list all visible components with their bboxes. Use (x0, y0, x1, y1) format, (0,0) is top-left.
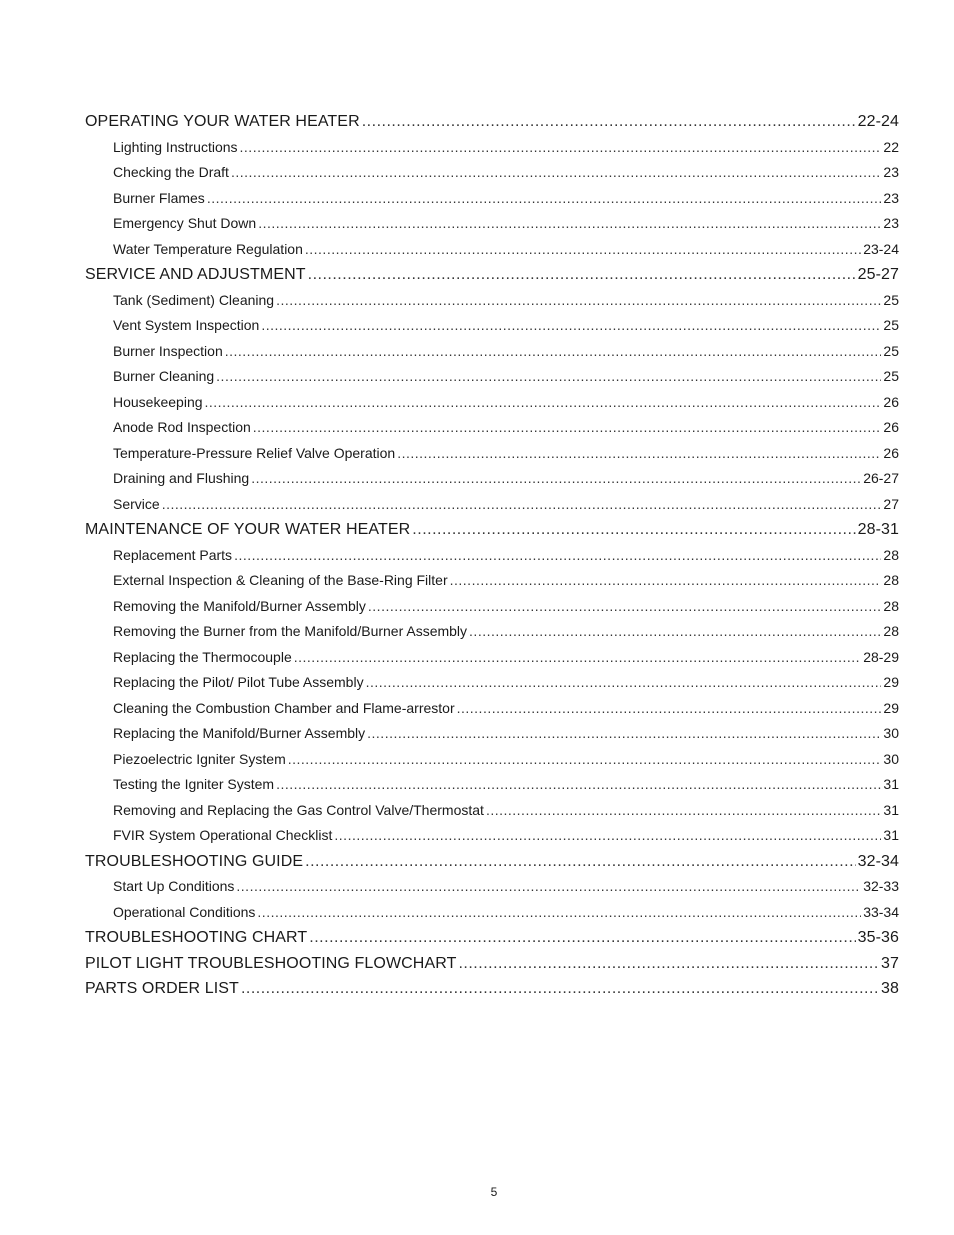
toc-entry-page: 29 (883, 674, 899, 690)
toc-entry-title: Service (113, 495, 160, 512)
toc-entry-page: 28 (883, 597, 899, 614)
toc-entry-page: 35-36 (857, 929, 899, 946)
toc-section[interactable] (85, 976, 899, 1002)
toc-entry-title: FVIR System Operational Checklist (113, 827, 333, 843)
toc-section[interactable] (85, 517, 899, 543)
toc-dot-leader (240, 135, 882, 161)
toc-subsection[interactable] (85, 900, 899, 926)
toc-entry-title: Removing and Replacing the Gas Control Valve/Thermostat (113, 801, 484, 818)
toc-dot-leader (288, 747, 882, 773)
toc-entry-title: Housekeeping (113, 393, 203, 410)
toc-dot-leader (458, 951, 879, 977)
toc-subsection[interactable] (85, 772, 899, 798)
toc-subsection[interactable] (85, 466, 899, 492)
toc-entry-title: Removing the Manifold/Burner Assembly (113, 597, 366, 614)
toc-entry-title: External Inspection & Cleaning of the Base-Ring Filter (113, 572, 448, 588)
toc-subsection[interactable] (85, 543, 899, 569)
toc-section[interactable] (85, 262, 899, 288)
toc-dot-leader (308, 262, 856, 288)
toc-entry-page: 37 (881, 954, 899, 972)
toc-entry-page: 28 (883, 623, 899, 639)
toc-entry-title: Water Temperature Regulation (113, 240, 303, 257)
toc-section[interactable] (85, 849, 899, 875)
toc-dot-leader (261, 313, 881, 339)
toc-entry-page: 25 (883, 342, 899, 359)
toc-entry-page: 26 (883, 444, 899, 461)
toc-dot-leader (276, 288, 881, 314)
toc-dot-leader (241, 976, 879, 1002)
toc-entry-title: Checking the Draft (113, 164, 229, 180)
toc-dot-leader (469, 619, 881, 645)
toc-subsection[interactable] (85, 721, 899, 747)
toc-entry-title: Operational Conditions (113, 903, 256, 920)
toc-entry-title: Anode Rod Inspection (113, 419, 251, 435)
table-of-contents (85, 109, 899, 1002)
toc-entry-title: Replacing the Pilot/ Pilot Tube Assembly (113, 674, 364, 690)
toc-entry-page: 26 (883, 393, 899, 410)
toc-dot-leader (276, 772, 881, 798)
toc-entry-title: Tank (Sediment) Cleaning (113, 291, 275, 308)
toc-entry-page: 23 (883, 164, 899, 180)
toc-entry-page: 28-29 (863, 648, 899, 665)
toc-entry-title: Removing the Burner from the Manifold/Burner Assembly (113, 623, 468, 639)
toc-entry-page: 28-31 (857, 521, 899, 538)
toc-entry-page: 27 (883, 495, 899, 512)
toc-dot-leader (486, 798, 881, 824)
toc-dot-leader (412, 517, 855, 543)
toc-entry-title: Piezoelectric Igniter System (113, 750, 286, 767)
toc-dot-leader (234, 543, 881, 569)
toc-entry-title: Start Up Conditions (113, 878, 235, 894)
toc-section[interactable] (85, 951, 899, 977)
toc-section[interactable] (85, 109, 899, 135)
toc-subsection[interactable] (85, 288, 899, 314)
toc-dot-leader (305, 237, 861, 263)
toc-subsection[interactable] (85, 696, 899, 722)
toc-entry-title: Replacing the Manifold/Burner Assembly (113, 725, 366, 741)
toc-dot-leader (397, 441, 881, 467)
toc-entry-page: 33-34 (863, 903, 899, 920)
toc-entry-page: 25 (883, 317, 899, 333)
toc-dot-leader (257, 900, 861, 926)
toc-entry-page: 25 (883, 291, 899, 308)
toc-entry-page: 22-24 (857, 113, 899, 130)
toc-subsection[interactable] (85, 492, 899, 518)
toc-section[interactable] (85, 925, 899, 951)
toc-entry-page: 23 (883, 215, 899, 231)
toc-entry-title: SERVICE AND ADJUSTMENT (85, 266, 306, 283)
toc-entry-page: 31 (883, 827, 899, 843)
toc-dot-leader (457, 696, 882, 722)
toc-subsection[interactable] (85, 823, 899, 849)
toc-entry-title: Cleaning the Combustion Chamber and Flame-arrestor (113, 699, 455, 716)
toc-dot-leader (366, 670, 882, 696)
toc-entry-title: Emergency Shut Down (113, 215, 257, 231)
toc-entry-page: 32-34 (857, 852, 899, 870)
toc-subsection[interactable] (85, 747, 899, 773)
toc-dot-leader (294, 645, 861, 671)
toc-entry-title: PARTS ORDER LIST (85, 980, 239, 997)
toc-dot-leader (251, 466, 861, 492)
toc-entry-page: 31 (883, 801, 899, 818)
toc-entry-page: 28 (883, 572, 899, 588)
toc-subsection[interactable] (85, 441, 899, 467)
toc-entry-title: Burner Inspection (113, 342, 223, 359)
toc-subsection[interactable] (85, 568, 899, 594)
toc-subsection[interactable] (85, 798, 899, 824)
toc-entry-title: MAINTENANCE OF YOUR WATER HEATER (85, 521, 411, 538)
toc-entry-title: Replacing the Thermocouple (113, 648, 292, 665)
toc-dot-leader (309, 925, 855, 951)
toc-entry-page: 25-27 (857, 266, 899, 283)
toc-subsection[interactable] (85, 135, 899, 161)
toc-entry-title: Vent System Inspection (113, 317, 260, 333)
toc-dot-leader (207, 186, 882, 212)
toc-entry-title: Burner Cleaning (113, 368, 215, 384)
toc-entry-page: 23 (883, 189, 899, 206)
toc-dot-leader (216, 364, 881, 390)
page-number: 5 (490, 1185, 498, 1199)
toc-subsection[interactable] (85, 645, 899, 671)
toc-subsection[interactable] (85, 339, 899, 365)
toc-entry-title: TROUBLESHOOTING CHART (85, 929, 308, 946)
toc-entry-title: Draining and Flushing (113, 470, 250, 486)
toc-entry-title: Replacement Parts (113, 546, 233, 563)
toc-dot-leader (162, 492, 882, 518)
toc-entry-page: 32-33 (863, 878, 899, 894)
toc-dot-leader (450, 568, 882, 594)
toc-dot-leader (236, 874, 861, 900)
toc-entry-title: Lighting Instructions (113, 138, 238, 155)
toc-subsection[interactable] (85, 390, 899, 416)
toc-subsection[interactable] (85, 364, 899, 390)
toc-dot-leader (205, 390, 882, 416)
toc-dot-leader (225, 339, 882, 365)
toc-subsection[interactable] (85, 211, 899, 237)
toc-entry-title: OPERATING YOUR WATER HEATER (85, 113, 360, 130)
toc-dot-leader (258, 211, 881, 237)
toc-dot-leader (362, 109, 856, 135)
toc-entry-title: Temperature-Pressure Relief Valve Operation (113, 444, 396, 461)
toc-entry-page: 22 (883, 138, 899, 155)
toc-entry-page: 31 (883, 776, 899, 792)
toc-entry-page: 23-24 (863, 240, 899, 257)
toc-subsection[interactable] (85, 415, 899, 441)
toc-entry-page: 25 (883, 368, 899, 384)
toc-entry-page: 28 (883, 546, 899, 563)
toc-subsection[interactable] (85, 160, 899, 186)
toc-subsection[interactable] (85, 670, 899, 696)
toc-dot-leader (305, 849, 855, 875)
toc-entry-page: 30 (883, 750, 899, 767)
toc-dot-leader (253, 415, 882, 441)
toc-entry-title: Burner Flames (113, 189, 205, 206)
toc-dot-leader (334, 823, 881, 849)
toc-entry-page: 30 (883, 725, 899, 741)
toc-entry-page: 38 (881, 980, 899, 997)
toc-entry-page: 26-27 (863, 470, 899, 486)
toc-entry-page: 26 (883, 419, 899, 435)
toc-subsection[interactable] (85, 619, 899, 645)
toc-subsection[interactable] (85, 313, 899, 339)
toc-subsection[interactable] (85, 237, 899, 263)
toc-entry-page: 29 (883, 699, 899, 716)
toc-subsection[interactable] (85, 594, 899, 620)
toc-dot-leader (367, 721, 881, 747)
toc-entry-title: TROUBLESHOOTING GUIDE (85, 852, 304, 870)
toc-dot-leader (231, 160, 881, 186)
toc-dot-leader (368, 594, 882, 620)
toc-subsection[interactable] (85, 186, 899, 212)
toc-entry-title: Testing the Igniter System (113, 776, 275, 792)
toc-subsection[interactable] (85, 874, 899, 900)
toc-entry-title: PILOT LIGHT TROUBLESHOOTING FLOWCHART (85, 954, 457, 972)
